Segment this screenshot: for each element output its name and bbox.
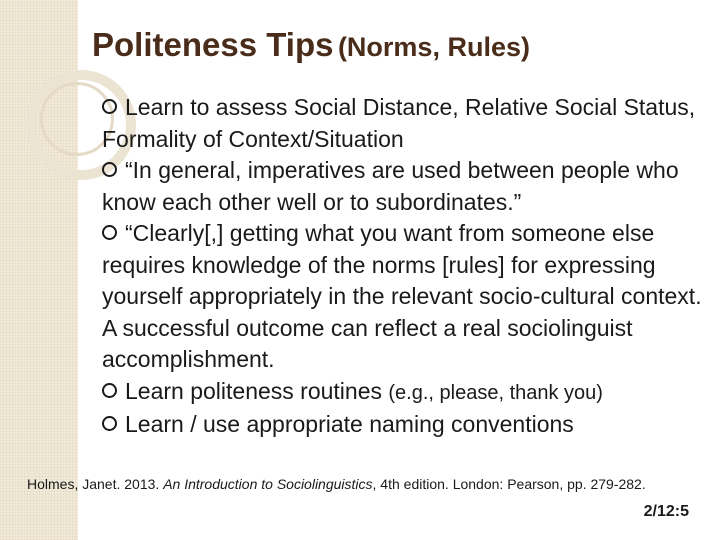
bullet-text: Learn to assess Social Distance, Relative Social Status, Formality of Context/Situation <box>102 94 696 152</box>
bullet-item <box>102 409 708 441</box>
citation <box>27 475 677 493</box>
bullet-text: Learn / use appropriate naming conventions <box>125 411 574 437</box>
bullet-circle-icon <box>102 225 117 240</box>
bullet-circle-icon <box>102 99 117 114</box>
bullet-text: “Clearly[,] getting what you want from someone else requires knowledge of the norms [rules] for expressing yourself appropriately in the relevant socio-cultural context. A successful outcome can reflect a real sociolinguist accomplishment. <box>102 220 702 372</box>
bullet-item <box>102 218 708 376</box>
bullet-circle-icon <box>102 416 117 431</box>
bullet-list <box>102 92 708 441</box>
bullet-item <box>102 155 708 218</box>
citation-book-title: An Introduction to Sociolinguistics <box>163 476 373 492</box>
bullet-circle-icon <box>102 162 117 177</box>
citation-author: Holmes, Janet. 2013. <box>27 476 164 492</box>
slide-title-sub: (Norms, Rules) <box>337 32 530 62</box>
bullet-circle-icon <box>102 383 117 398</box>
bullet-examples: (e.g., please, thank you) <box>388 381 603 404</box>
bullet-item <box>102 92 708 155</box>
slide-number: 2/12:5 <box>643 503 689 520</box>
bullet-text: Learn politeness routines <box>125 377 382 404</box>
slide-title-main: Politeness Tips <box>92 26 334 63</box>
bullet-text: “In general, imperatives are used between people who know each other well or to subordinates.” <box>102 157 679 215</box>
citation-publisher: , 4th edition. London: Pearson, pp. 279-282. <box>372 476 646 492</box>
slide-title <box>92 26 530 64</box>
bullet-item <box>102 376 708 410</box>
